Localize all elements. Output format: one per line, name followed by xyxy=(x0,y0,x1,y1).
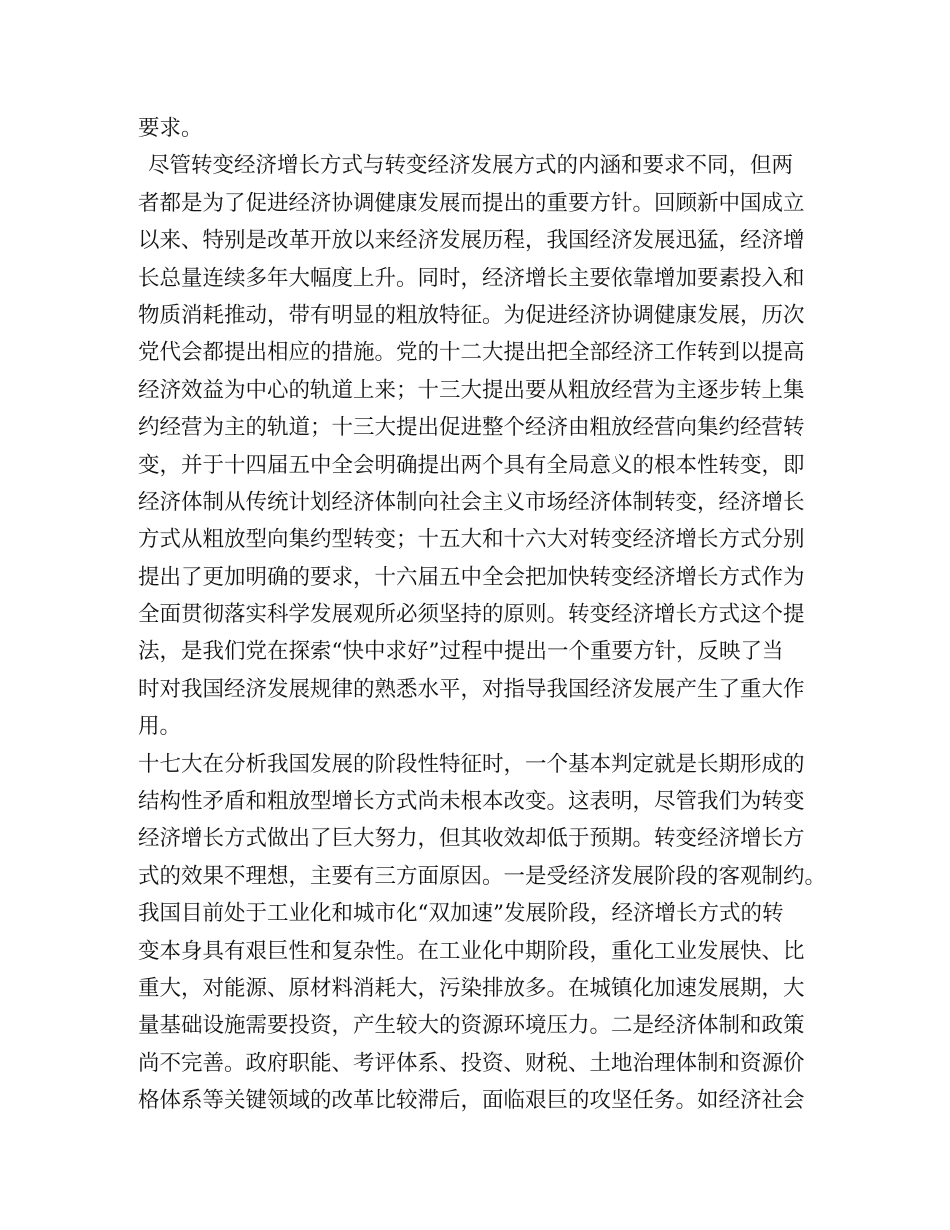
text-line: 用。 xyxy=(138,714,182,740)
text-line: 要求。 xyxy=(138,116,203,141)
body-text xyxy=(138,110,828,1120)
text-line: 变本身具有艰巨性和复杂性。在工业化中期阶段，重化工业发展快、比 xyxy=(138,938,805,964)
text-line: 结构性矛盾和粗放型增长方式尚未根本改变。这表明，尽管我们为转变 xyxy=(138,789,805,815)
text-line: 提出了更加明确的要求，十六届五中全会把加快转变经济增长方式作为 xyxy=(138,564,805,590)
text-line: 约经营为主的轨道；十三大提出促进整个经济由粗放经营向集约经营转 xyxy=(138,415,805,441)
text-line: 式的效果不理想，主要有三方面原因。一是受经济发展阶段的客观制约。 xyxy=(138,863,827,889)
text-line: 物质消耗推动，带有明显的粗放特征。为促进经济协调健康发展，历次 xyxy=(138,302,805,328)
text-line: 者都是为了促进经济协调健康发展而提出的重要方针。回顾新中国成立 xyxy=(138,190,805,216)
text-line: 尽管转变经济增长方式与转变经济发展方式的内涵和要求不同，但两 xyxy=(148,153,794,179)
text-line: 十七大在分析我国发展的阶段性特征时，一个基本判定就是长期形成的 xyxy=(138,751,805,777)
text-line: 我国目前处于工业化和城市化“双加速”发展阶段，经济增长方式的转 xyxy=(138,901,784,927)
text-line: 经济效益为中心的轨道上来；十三大提出要从粗放经营为主逐步转上集 xyxy=(138,377,805,403)
text-line: 方式从粗放型向集约型转变；十五大和十六大对转变经济增长方式分别 xyxy=(138,527,805,553)
text-line: 以来、特别是改革开放以来经济发展历程，我国经济发展迅猛，经济增 xyxy=(138,228,805,254)
text-line: 法，是我们党在探索“快中求好”过程中提出一个重要方针，反映了当 xyxy=(138,639,784,665)
text-line: 格体系等关键领域的改革比较滞后，面临艰巨的攻坚任务。如经济社会 xyxy=(138,1088,805,1114)
text-line: 全面贯彻落实科学发展观所必须坚持的原则。转变经济增长方式这个提 xyxy=(138,602,805,628)
text-line: 党代会都提出相应的措施。党的十二大提出把全部经济工作转到以提高 xyxy=(138,340,805,366)
text-line: 时对我国经济发展规律的熟悉水平，对指导我国经济发展产生了重大作 xyxy=(138,676,805,702)
text-line: 变，并于十四届五中全会明确提出两个具有全局意义的根本性转变，即 xyxy=(138,452,805,478)
text-line: 经济增长方式做出了巨大努力，但其收效却低于预期。转变经济增长方 xyxy=(138,826,805,852)
text-line: 量基础设施需要投资，产生较大的资源环境压力。二是经济体制和政策 xyxy=(138,1013,805,1039)
text-line: 长总量连续多年大幅度上升。同时，经济增长主要依靠增加要素投入和 xyxy=(138,265,805,291)
text-line: 经济体制从传统计划经济体制向社会主义市场经济体制转变，经济增长 xyxy=(138,489,805,515)
text-line: 重大，对能源、原材料消耗大，污染排放多。在城镇化加速发展期，大 xyxy=(138,975,805,1001)
text-line: 尚不完善。政府职能、考评体系、投资、财税、土地治理体制和资源价 xyxy=(138,1050,805,1076)
